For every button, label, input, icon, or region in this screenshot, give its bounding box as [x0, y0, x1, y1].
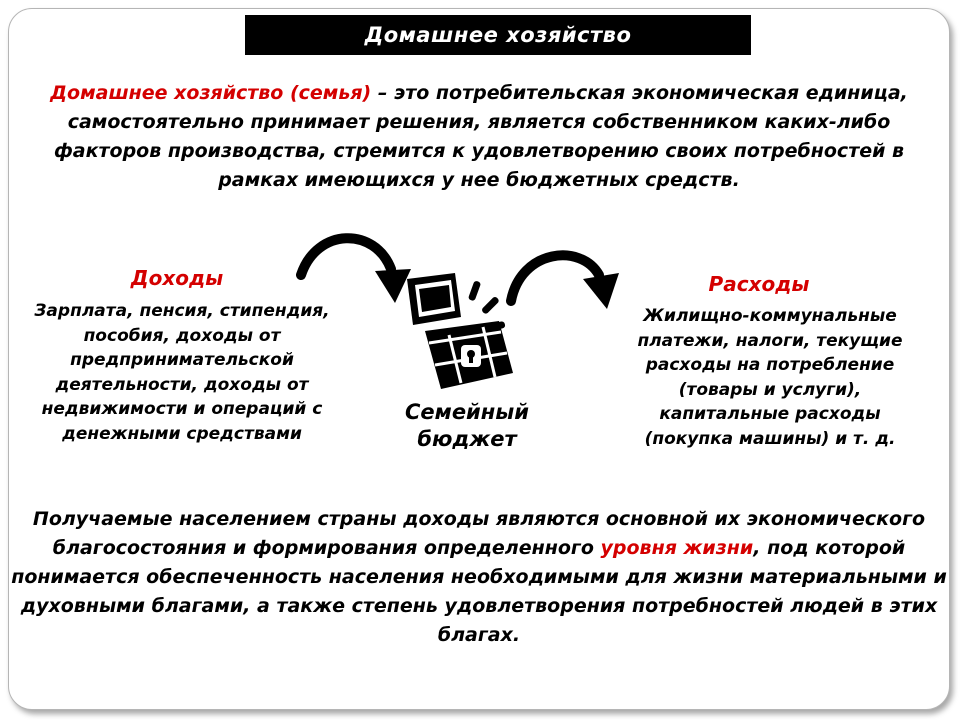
- expenses-title: Расходы: [708, 272, 810, 296]
- income-text: Зарплата, пенсия, стипендия, пособия, доходы от предпринимательской деятельности, доходы от недвижимости и операций с денежными средствами: [34, 301, 330, 444]
- conclusion-highlight: уровня жизни: [600, 537, 754, 559]
- expenses-text: Жилищно-коммунальные платежи, налоги, текущие расходы на потребление (товары и услуги), капитальные расходы (покупка машины) и т. д.: [637, 306, 903, 449]
- income-title: Доходы: [130, 266, 224, 290]
- conclusion-text-start: Получаемые населением страны доходы являются основной их экономического благосостояния и формирования определенного: [32, 508, 926, 559]
- conclusion-paragraph: [11, 505, 947, 650]
- definition-paragraph: [11, 79, 947, 195]
- slide-title: Домашнее хозяйство: [245, 15, 751, 55]
- budget-label: Семейный бюджет: [405, 400, 529, 451]
- slide: [8, 8, 950, 710]
- definition-text: – это потребительская экономическая единица, самостоятельно принимает решения, является собственником каких-либо факторов производства, стремится к удовлетворению своих потребностей в рамках имеющихся у нее бюджетных средств.: [53, 82, 908, 191]
- money-chest-icon: [395, 269, 525, 397]
- conclusion-text-end: , под которой понимается обеспеченность населения необходимыми для жизни материальными и духовными благами, а также степень удовлетворения потребностей людей в этих благах.: [11, 537, 947, 646]
- definition-term: Домашнее хозяйство (семья): [50, 82, 372, 104]
